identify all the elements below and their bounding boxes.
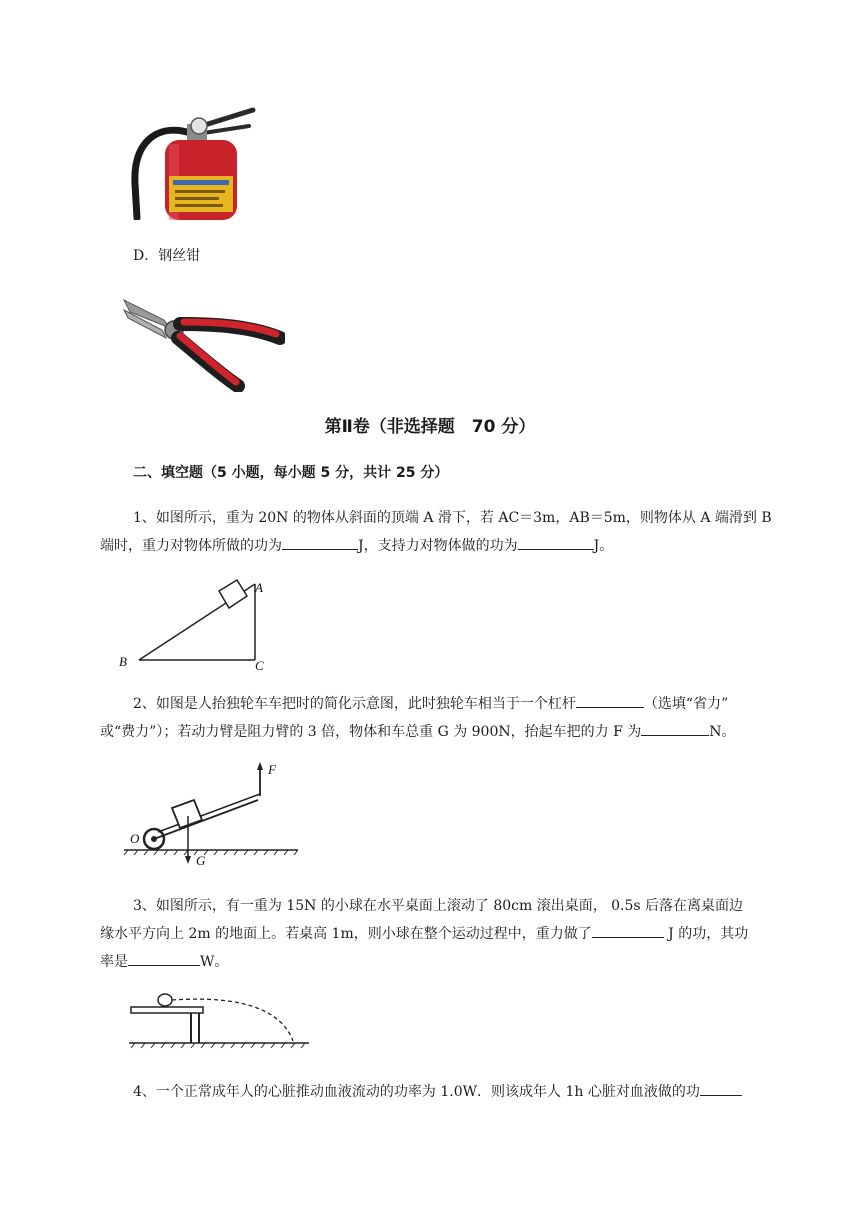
q1-blank-1[interactable] [282, 533, 358, 550]
q1-text-b: J，支持力对物体做的功为 [358, 538, 518, 554]
q3-line2 [100, 920, 810, 948]
q3-text-b: J 的功，其功 [663, 926, 749, 942]
q3-text-c: 率是 [100, 954, 128, 970]
q2-text-b: （选填“省力” [643, 696, 729, 712]
q1-line1: 1、如图所示，重为 20N 的物体从斜面的顶端 A 滑下，若 AC＝3m，AB＝5m，则物体从 A 端滑到 B [133, 510, 772, 526]
q3-line1: 3、如图所示，有一重为 15N 的小球在水平桌面上滚动了 80cm 滚出桌面， 0.5s 后落在离桌面边 [133, 898, 744, 914]
q3-text-d: W。 [200, 954, 229, 970]
projectile-figure [125, 985, 315, 1055]
label-g: G [196, 853, 206, 868]
q1-line2 [100, 532, 810, 560]
wheelbarrow-figure [118, 758, 303, 870]
q2-text-d: N。 [709, 724, 736, 740]
q2-text-c: 或“费力”）；若动力臂是阻力臂的 3 倍，物体和车总重 G 为 900N，抬起车把的力 F 为 [100, 724, 642, 740]
label-b: B [119, 654, 127, 669]
option-d-label: D．钢丝钳 [133, 248, 201, 264]
q3-text-a: 缘水平方向上 2m 的地面上。若桌高 1m，则小球在整个运动过程中，重力做了 [100, 926, 592, 942]
q3-line3 [100, 948, 810, 976]
fire-extinguisher-image [125, 104, 260, 220]
label-c: C [255, 658, 264, 672]
label-a: A [255, 580, 263, 595]
q4-text-a: 4、一个正常成年人的心脏推动血液流动的功率为 1.0W．则该成年人 1h 心脏对血液做的功 [133, 1084, 700, 1100]
q3-blank-2[interactable] [128, 949, 200, 966]
label-f: F [268, 762, 276, 777]
pliers-image [120, 290, 285, 392]
q2-text-a: 2、如图是人抬独轮车车把时的简化示意图，此时独轮车相当于一个杠杆 [133, 696, 576, 712]
q1-text-a: 端时，重力对物体所做的功为 [100, 538, 282, 554]
q3-blank-1[interactable] [592, 921, 664, 938]
incline-figure [115, 572, 275, 672]
q2-line2 [100, 718, 810, 746]
label-o: O [130, 831, 140, 846]
q2-blank-2[interactable] [641, 719, 709, 736]
section-heading: 二、填空题（5 小题，每小题 5 分，共计 25 分） [133, 465, 449, 481]
q1-blank-2[interactable] [518, 533, 594, 550]
part-title: 第Ⅱ卷（非选择题 70 分） [324, 417, 536, 437]
q4-line1 [133, 1078, 843, 1106]
q4-blank-1[interactable] [700, 1079, 742, 1096]
q2-blank-1[interactable] [576, 691, 644, 708]
q1-text-c: J。 [593, 538, 614, 554]
q2-line1 [133, 690, 843, 718]
